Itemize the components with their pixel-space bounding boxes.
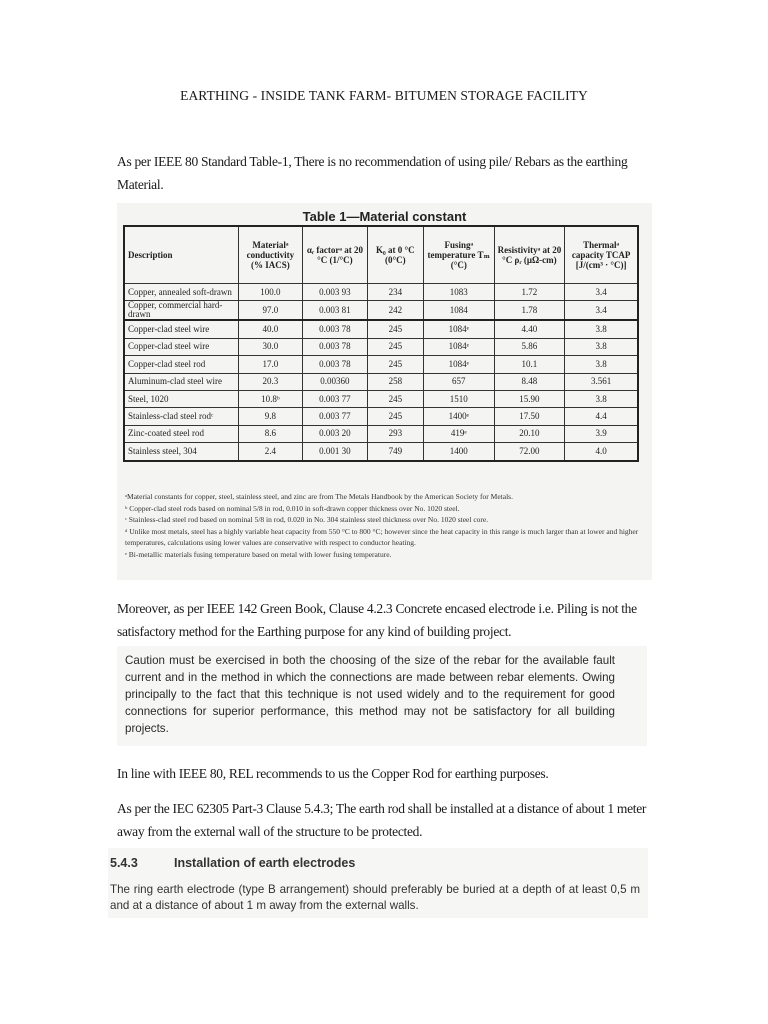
material-constant-table-image [117,203,652,580]
table-cell: 20.10 [494,425,565,442]
table-row [124,284,638,301]
table-cell: 1084ᵉ [423,338,494,355]
table-cell: 3.4 [565,301,638,321]
table-cell: 258 [367,373,423,390]
table-cell: 0.003 93 [303,284,368,301]
table-cell-description: Stainless-clad steel rodᶜ [124,408,238,425]
table-cell: 0.003 78 [303,338,368,355]
table-cell: 245 [367,408,423,425]
table-cell: 3.9 [565,425,638,442]
table-cell: 245 [367,356,423,373]
table-cell: 3.8 [565,390,638,407]
table-cell: 100.0 [238,284,303,301]
table-cell-description: Copper-clad steel wire [124,320,238,338]
table-cell: 0.003 78 [303,320,368,338]
table-row [124,320,638,338]
table-cell: 17.0 [238,356,303,373]
table-cell: 1083 [423,284,494,301]
table-cell: 245 [367,338,423,355]
table-cell-description: Copper-clad steel wire [124,338,238,355]
table-cell: 0.003 78 [303,356,368,373]
table-row [124,408,638,425]
table-cell: 0.00360 [303,373,368,390]
table-cell: 1400ᵉ [423,408,494,425]
table-cell: 1510 [423,390,494,407]
table-cell: 245 [367,390,423,407]
footnote: ᵃMaterial constants for copper, steel, stainless steel, and zinc are from The Metals Handbook by the American Society for Metals. [125,492,513,501]
table-cell: 0.003 77 [303,390,368,407]
table-cell: 3.561 [565,373,638,390]
table-cell: 10.8ᵇ [238,390,303,407]
table-cell-description: Copper, commercial hard-drawn [124,301,238,321]
footnote: ᶜ Stainless-clad steel rod based on nominal 5/8 in rod, 0.020 in No. 304 stainless steel thickness over No. 1020 steel core. [125,515,489,524]
caution-text: Caution must be exercised in both the choosing of the size of the rebar for the available fault current and in the method in which the connections are made between rebar elements. Owing principally to the fact that this technique is not used widely and to the requirement for good connections for superior performance, this method may not be satisfactory for all building projects. [125,654,615,735]
iec-excerpt-image [108,848,648,918]
table-cell: 72.00 [494,443,565,461]
table-cell-description: Copper, annealed soft-drawn [124,284,238,301]
iec-body-text: The ring earth electrode (type B arrangement) should preferably be buried at a depth of at least 0,5 m and at a distance of about 1 m away from the external walls. [110,883,640,912]
table-cell: 97.0 [238,301,303,321]
footnote: ᵇ Copper-clad steel rods based on nominal 5/8 in rod, 0.010 in soft-drawn copper thickness over No. 1020 steel. [125,503,460,513]
table-cell: 242 [367,301,423,321]
table-cell: 8.6 [238,425,303,442]
table-cell: 1.72 [494,284,565,301]
table-cell: 1.78 [494,301,565,321]
table-cell: 1084ᵉ [423,320,494,338]
table-row [124,373,638,390]
table-cell: 9.8 [238,408,303,425]
table-cell: 17.50 [494,408,565,425]
table-cell: 3.8 [565,320,638,338]
table-cell: 0.003 20 [303,425,368,442]
table-cell: 10.1 [494,356,565,373]
paragraph-ieee80: As per IEEE 80 Standard Table-1, There is no recommendation of using pile/ Rebars as the earthing Material. [117,154,628,192]
table-header: Description [124,226,238,284]
paragraph-recommendation: In line with IEEE 80, REL recommends to us the Copper Rod for earthing purposes. [117,766,549,781]
iec-clause-number: 5.4.3 [110,856,138,870]
caution-excerpt-image [117,646,647,746]
table-row [124,390,638,407]
paragraph-iec62305: As per the IEC 62305 Part-3 Clause 5.4.3; The earth rod shall be installed at a distance of about 1 meter away from the external wall of the structure to be protected. [117,801,647,839]
material-constant-table [123,225,639,462]
table-cell: 419ᵉ [423,425,494,442]
table-row [124,356,638,373]
table-cell-description: Stainless steel, 304 [124,443,238,461]
table-cell: 40.0 [238,320,303,338]
table-cell: 0.003 77 [303,408,368,425]
table-cell: 657 [423,373,494,390]
table-cell: 4.4 [565,408,638,425]
table-cell-description: Zinc-coated steel rod [124,425,238,442]
table-header: αᵣ factorᵃ at 20 °C (1/°C) [303,226,368,284]
table-cell: 30.0 [238,338,303,355]
iec-heading-text: Installation of earth electrodes [174,856,356,870]
table-cell: 1084 [423,301,494,321]
table-row [124,301,638,321]
table-cell: 5.86 [494,338,565,355]
iec-heading [110,856,355,870]
table-row [124,443,638,461]
table-cell: 3.8 [565,356,638,373]
table-header: Thermalᵃ capacity TCAP [J/(cm³ · °C)] [565,226,638,284]
footnote: ᵈ Unlike most metals, steel has a highly variable heat capacity from 550 °C to 800 °C; however since the heat capacity in this range is much larger than at lower and higher temperatures, calculations using lower values are conservative with respect to conductor heating. [125,526,639,547]
table-cell-description: Steel, 1020 [124,390,238,407]
table-header: K₀ at 0 °C (0°C) [367,226,423,284]
table-cell: 245 [367,320,423,338]
table-cell: 0.001 30 [303,443,368,461]
table-cell: 1400 [423,443,494,461]
table-cell: 20.3 [238,373,303,390]
table-cell-description: Copper-clad steel rod [124,356,238,373]
table-cell: 4.40 [494,320,565,338]
table-cell: 293 [367,425,423,442]
footnote: ᵉ Bi-metallic materials fusing temperature based on metal with lower fusing temperature. [125,549,392,559]
table-header: Resistivityᵃ at 20 °C ρᵣ (μΩ-cm) [494,226,565,284]
paragraph-ieee142: Moreover, as per IEEE 142 Green Book, Clause 4.2.3 Concrete encased electrode i.e. Piling is not the satisfactory method for the Earthing purpose for any kind of building project. [117,601,637,639]
table-cell: 1084ᵉ [423,356,494,373]
table-cell: 749 [367,443,423,461]
table-caption: Table 1—Material constant [302,209,467,224]
table-cell: 234 [367,284,423,301]
table-cell: 4.0 [565,443,638,461]
table-cell: 8.48 [494,373,565,390]
table-row [124,338,638,355]
table-header: Materialᵃ conductivity (% IACS) [238,226,303,284]
table-cell: 2.4 [238,443,303,461]
table-header-row [124,226,638,284]
table-row [124,425,638,442]
table-cell: 3.4 [565,284,638,301]
table-footnotes [125,491,645,560]
table-cell: 0.003 81 [303,301,368,321]
document-title: EARTHING - INSIDE TANK FARM- BITUMEN STORAGE FACILITY [180,88,588,103]
table-cell-description: Aluminum-clad steel wire [124,373,238,390]
table-cell: 15.90 [494,390,565,407]
table-cell: 3.8 [565,338,638,355]
table-header: Fusingᵃ temperature Tₘ (°C) [423,226,494,284]
